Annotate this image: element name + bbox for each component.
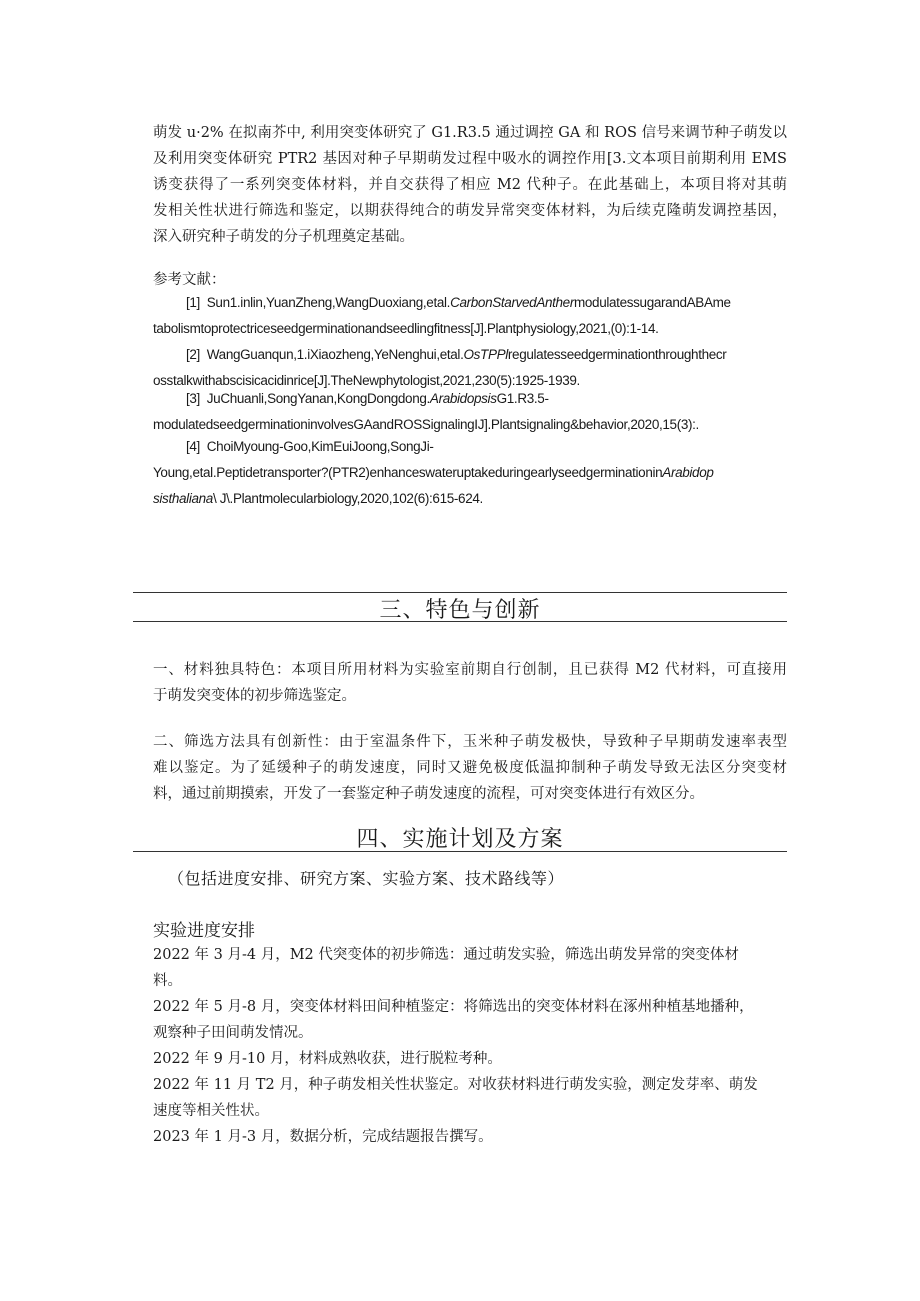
reference-text: G1.R3.5- xyxy=(496,391,549,406)
reference-text: \ J\.Plantmolecularbiology,2020,102(6):615-624. xyxy=(212,491,483,506)
section-3-title: 三、特色与创新 xyxy=(379,598,541,623)
reference-text: Young,etal.Peptidetransporter?(PTR2)enhanceswateruptakeduringearlyseedgerminationin xyxy=(153,465,663,480)
reference-italic: OsTPPl xyxy=(463,347,508,362)
schedule-line: 2022 年 11 月 T2 月，种子萌发相关性状鉴定。对收获材料进行萌发实验，测定发芽率、萌发 xyxy=(153,1077,758,1093)
schedule-line: 2022 年 9 月-10 月，材料成熟收获，进行脱粒考种。 xyxy=(153,1051,502,1067)
reference-text: JuChuanli,SongYanan,KongDongdong. xyxy=(206,391,430,406)
schedule-line: 料。 xyxy=(153,973,182,989)
paragraph-line: 料，通过前期摸索，开发了一套鉴定种子萌发速度的流程，可对突变体进行有效区分。 xyxy=(153,786,704,802)
reference-number: [1] xyxy=(186,295,200,310)
schedule-line: 2023 年 1 月-3 月，数据分析，完成结题报告撰写。 xyxy=(153,1129,493,1145)
paragraph-line: 于萌发突变体的初步筛选鉴定。 xyxy=(153,688,356,704)
references-title: 参考文献： xyxy=(153,272,226,288)
reference-item-3 xyxy=(153,386,787,438)
reference-text: ChoiMyoung-Goo,KimEuiJoong,SongJi- xyxy=(206,439,434,454)
reference-text: modulatedseedgerminationinvolvesGAandROSSignalingIJ].Plantsignaling&behavior,2020,15(3):. xyxy=(153,417,699,432)
intro-line: 萌发 u·2% 在拟南芥中, 利用突变体研究了 G1.R3.5 通过调控 GA 和 ROS 信号来调节种子萌发以 xyxy=(153,125,787,141)
section-3-paragraph-1 xyxy=(153,657,787,709)
section-3-paragraph-2 xyxy=(153,729,787,807)
intro-line: 深入研究种子萌发的分子机理奠定基础。 xyxy=(153,229,414,245)
intro-line: 发相关性状进行筛选和鉴定，以期获得纯合的萌发异常突变体材料，为后续克隆萌发调控基因， xyxy=(153,203,787,219)
paragraph-line: 难以鉴定。为了延缓种子的萌发速度，同时又避免极度低温抑制种子萌发导致无法区分突变材 xyxy=(153,760,787,776)
reference-text: Sun1.inlin,YuanZheng,WangDuoxiang,etal. xyxy=(206,295,451,310)
schedule-line: 2022 年 3 月-4 月，M2 代突变体的初步筛选：通过萌发实验，筛选出萌发异常的突变体材 xyxy=(153,947,739,963)
reference-text: osstalkwithabscisicacidinrice[J].TheNewphytologist,2021,230(5):1925-1939. xyxy=(153,373,580,388)
schedule-line: 2022 年 5 月-8 月，突变体材料田间种植鉴定：将筛选出的突变体材料在涿州种植基地播种， xyxy=(153,999,754,1015)
reference-italic: sisthaliana xyxy=(153,491,213,506)
reference-number: [4] xyxy=(186,439,200,454)
intro-paragraph xyxy=(153,120,787,250)
schedule-list xyxy=(153,942,787,1150)
paragraph-line: 一、材料独具特色：本项目所用材料为实验室前期自行创制，且已获得 M2 代材料，可直接用 xyxy=(153,662,787,678)
section-4-title: 四、实施计划及方案 xyxy=(356,827,564,852)
section-divider xyxy=(133,851,787,852)
paragraph-line: 二、筛选方法具有创新性：由于室温条件下，玉米种子萌发极快，导致种子早期萌发速率表型 xyxy=(153,734,787,750)
section-divider xyxy=(133,621,787,622)
reference-number: [3] xyxy=(186,391,200,406)
schedule-heading: 实验进度安排 xyxy=(153,921,255,941)
reference-text: regulatesseedgerminationthroughthecr xyxy=(507,347,727,362)
intro-line: 诱变获得了一系列突变体材料，并自交获得了相应 M2 代种子。在此基础上，本项目将对其萌 xyxy=(153,177,787,193)
section-4-subtitle: （包括进度安排、研究方案、实验方案、技术路线等） xyxy=(168,869,565,888)
reference-italic: Arabidopsis xyxy=(429,391,497,406)
reference-text: modulatessugarandABAme xyxy=(574,295,731,310)
schedule-line: 观察种子田间萌发情况。 xyxy=(153,1025,313,1041)
reference-item-1 xyxy=(153,290,787,342)
reference-text: WangGuanqun,1.iXiaozheng,YeNenghui,etal. xyxy=(206,347,464,362)
reference-italic: Arabidop xyxy=(662,465,714,480)
reference-text: tabolismtoprotectriceseedgerminationandseedlingfitness[J].Plantphysiology,2021,(0):1-14. xyxy=(153,321,659,336)
intro-line: 及利用突变体研究 PTR2 基因对种子早期萌发过程中吸水的调控作用[3.文本项目前期利用 EMS xyxy=(153,151,787,167)
reference-item-4 xyxy=(153,434,787,512)
reference-italic: CarbonStarvedAnther xyxy=(450,295,574,310)
reference-number: [2] xyxy=(186,347,200,362)
schedule-line: 速度等相关性状。 xyxy=(153,1103,269,1119)
